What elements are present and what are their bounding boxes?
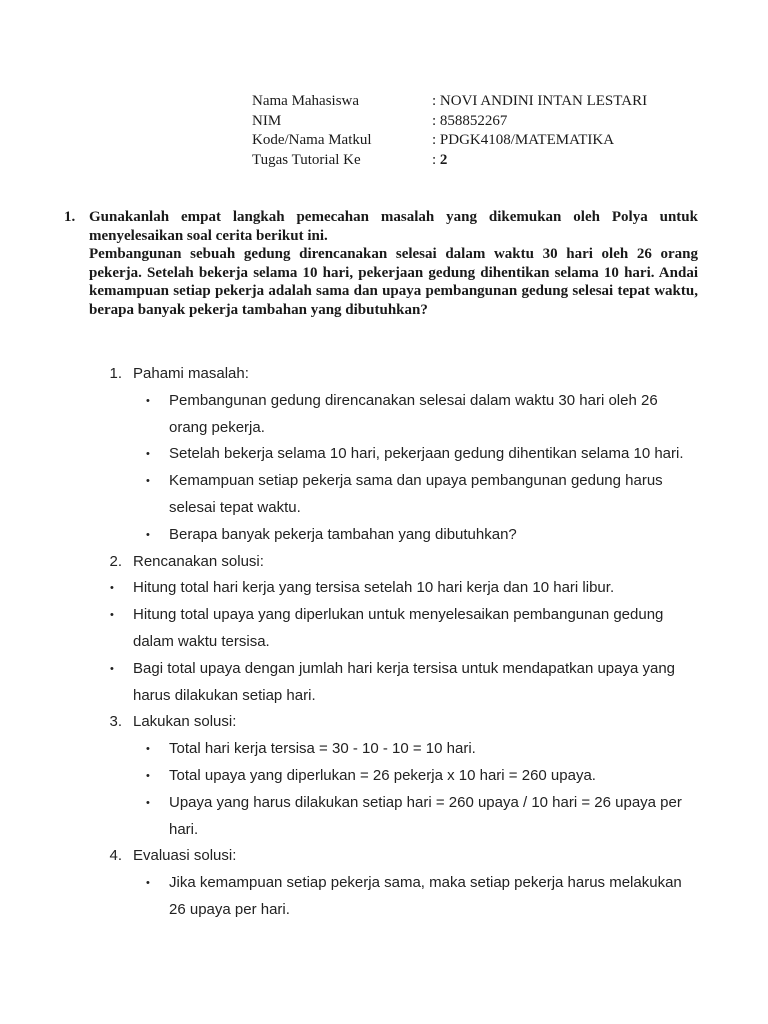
step-number: 2. xyxy=(109,552,122,570)
bullet-icon: • xyxy=(146,475,150,488)
bullet-icon: • xyxy=(146,770,150,782)
step-number: 3. xyxy=(109,713,122,731)
tutorial-number: 2 xyxy=(439,151,448,168)
bullet-icon: • xyxy=(146,877,150,890)
step-title: Lakukan solusi: xyxy=(133,713,237,731)
list-item-text: Bagi total upaya dengan jumlah hari kerja tersisa untuk mendapatkan upaya yang xyxy=(133,659,676,677)
bullet-icon: • xyxy=(146,528,150,541)
info-row-nim xyxy=(252,112,647,132)
info-row-tutorial xyxy=(252,151,647,171)
bullet-icon: • xyxy=(146,743,150,756)
info-label: Kode/Nama Matkul xyxy=(252,132,372,148)
list-item-text: Berapa banyak pekerja tambahan yang dibutuhkan? xyxy=(169,525,517,543)
list-item-text: Jika kemampuan setiap pekerja sama, maka setiap pekerja harus melakukan xyxy=(169,874,682,892)
list-item-text: Kemampuan setiap pekerja sama dan upaya pembangunan gedung harus xyxy=(169,472,663,490)
info-row-name xyxy=(252,92,647,112)
list-item-text: selesai tepat waktu. xyxy=(169,499,301,516)
list-item-text: Upaya yang harus dilakukan setiap hari = 260 upaya / 10 hari = 26 upaya per xyxy=(169,793,682,811)
bullet-icon: • xyxy=(110,662,114,675)
info-value: : NOVI ANDINI INTAN LESTARI xyxy=(432,93,648,109)
list-item-text: hari. xyxy=(169,820,199,838)
list-item-text: orang pekerja. xyxy=(169,418,265,436)
question xyxy=(64,208,698,320)
info-value xyxy=(432,151,447,171)
info-value-prefix: : xyxy=(432,151,440,168)
question-number: 1. xyxy=(64,209,76,225)
bullet-icon: • xyxy=(146,394,150,407)
step-title: Rencanakan solusi: xyxy=(133,552,264,570)
bullet-icon: • xyxy=(146,796,150,809)
step-title: Pahami masalah: xyxy=(133,365,249,382)
question-instruction: Gunakanlah empat langkah pemecahan masalah yang dikemukan oleh Polya untuk menyelesaikan soal cerita berikut ini. xyxy=(89,209,698,244)
bullet-icon: • xyxy=(110,582,114,595)
bullet-icon: • xyxy=(146,448,150,461)
list-item-text: dalam waktu tersisa. xyxy=(133,633,270,650)
list-item-text: Total hari kerja tersisa = 30 - 10 - 10 = 10 hari. xyxy=(169,740,476,758)
list-item-text: 26 upaya per hari. xyxy=(169,901,290,918)
list-item-text: Pembangunan gedung direncanakan selesai dalam waktu 30 hari oleh 26 xyxy=(169,391,658,409)
info-value: : 858852267 xyxy=(432,112,508,129)
step-title: Evaluasi solusi: xyxy=(133,847,237,865)
student-info xyxy=(252,92,647,170)
info-row-course xyxy=(252,131,647,151)
info-label: Nama Mahasiswa xyxy=(252,93,360,109)
info-label: Tugas Tutorial Ke xyxy=(252,151,361,168)
step-number: 4. xyxy=(109,847,122,865)
question-story: Pembangunan sebuah gedung direncanakan selesai dalam waktu 30 hari oleh 26 orang pekerja. Setelah bekerja selama 10 hari, pekerjaan gedung dihentikan selama 10 hari. Andai kemampuan setiap pekerja adalah sama dan upaya pembangunan gedung selesai tepat waktu, berapa banyak pekerja tambahan yang dibutuhkan? xyxy=(89,246,698,318)
info-label: NIM xyxy=(252,112,282,129)
list-item-text: Hitung total hari kerja yang tersisa setelah 10 hari kerja dan 10 hari libur. xyxy=(133,579,615,597)
list-item-text: Setelah bekerja selama 10 hari, pekerjaan gedung dihentikan selama 10 hari. xyxy=(169,445,684,463)
list-item-text: Hitung total upaya yang diperlukan untuk menyelesaikan pembangunan gedung xyxy=(133,606,664,624)
list-item-text: harus dilakukan setiap hari. xyxy=(133,686,316,704)
step-number: 1. xyxy=(109,365,122,382)
list-item-text: Total upaya yang diperlukan = 26 pekerja x 10 hari = 260 upaya. xyxy=(169,767,596,784)
info-value: : PDGK4108/MATEMATIKA xyxy=(432,132,615,148)
bullet-icon: • xyxy=(110,609,114,622)
question-body xyxy=(89,208,698,320)
